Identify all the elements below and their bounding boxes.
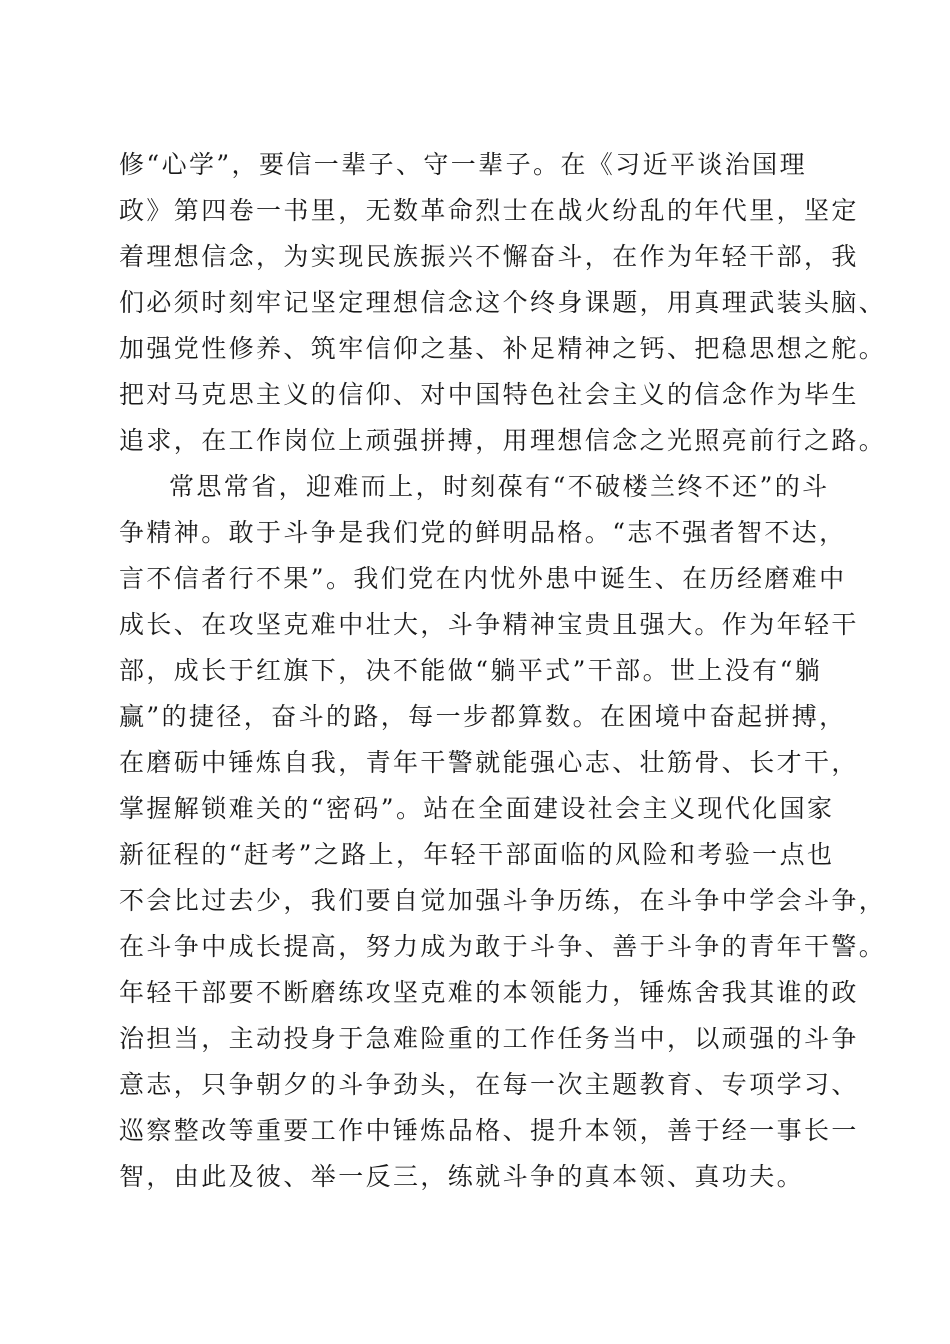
text-line: 在斗争中成长提高，努力成为敢于斗争、善于斗争的青年干警。 xyxy=(119,932,887,961)
text-line: 把对马克思主义的信仰、对中国特色社会主义的信念作为毕生 xyxy=(119,380,859,409)
text-line: 成长、在攻坚克难中壮大，斗争精神宝贵且强大。作为年轻干 xyxy=(119,610,859,639)
text-line: 赢”的捷径，奋斗的路，每一步都算数。在困境中奋起拼搏， xyxy=(119,702,847,731)
text-line: 部，成长于红旗下，决不能做“躺平式”干部。世上没有“躺 xyxy=(119,656,823,685)
text-line: 着理想信念，为实现民族振兴不懈奋斗，在作为年轻干部，我 xyxy=(119,242,859,271)
text-line: 掌握解锁难关的“密码”。站在全面建设社会主义现代化国家 xyxy=(119,794,835,823)
text-line: 不会比过去少，我们要自觉加强斗争历练，在斗争中学会斗争， xyxy=(119,886,887,915)
paragraph-start-line: 常思常省，迎难而上，时刻葆有“不破楼兰终不还”的斗 xyxy=(169,472,830,501)
text-line: 巡察整改等重要工作中锤炼品格、提升本领，善于经一事长一 xyxy=(119,1116,859,1145)
text-line: 修“心学”，要信一辈子、守一辈子。在《习近平谈治国理 xyxy=(119,150,807,179)
text-line: 新征程的“赶考”之路上，年轻干部面临的风险和考验一点也 xyxy=(119,840,835,869)
text-line: 言不信者行不果”。我们党在内忧外患中诞生、在历经磨难中 xyxy=(119,564,847,593)
text-line: 争精神。敢于斗争是我们党的鲜明品格。“志不强者智不达， xyxy=(119,518,847,547)
text-line: 在磨砺中锤炼自我，青年干警就能强心志、壮筋骨、长才干， xyxy=(119,748,859,777)
text-line: 治担当，主动投身于急难险重的工作任务当中，以顽强的斗争 xyxy=(119,1024,859,1053)
text-line: 智，由此及彼、举一反三，练就斗争的真本领、真功夫。 xyxy=(119,1162,805,1191)
text-line: 政》第四卷一书里，无数革命烈士在战火纷乱的年代里，坚定 xyxy=(119,196,859,225)
body-text xyxy=(119,142,887,1200)
text-line: 年轻干部要不断磨练攻坚克难的本领能力，锤炼舍我其谁的政 xyxy=(119,978,859,1007)
text-line: 们必须时刻牢记坚定理想信念这个终身课题，用真理武装头脑、 xyxy=(119,288,887,317)
text-line: 意志，只争朝夕的斗争劲头，在每一次主题教育、专项学习、 xyxy=(119,1070,859,1099)
text-line: 追求，在工作岗位上顽强拼搏，用理想信念之光照亮前行之路。 xyxy=(119,426,887,455)
text-line: 加强党性修养、筑牢信仰之基、补足精神之钙、把稳思想之舵。 xyxy=(119,334,887,363)
